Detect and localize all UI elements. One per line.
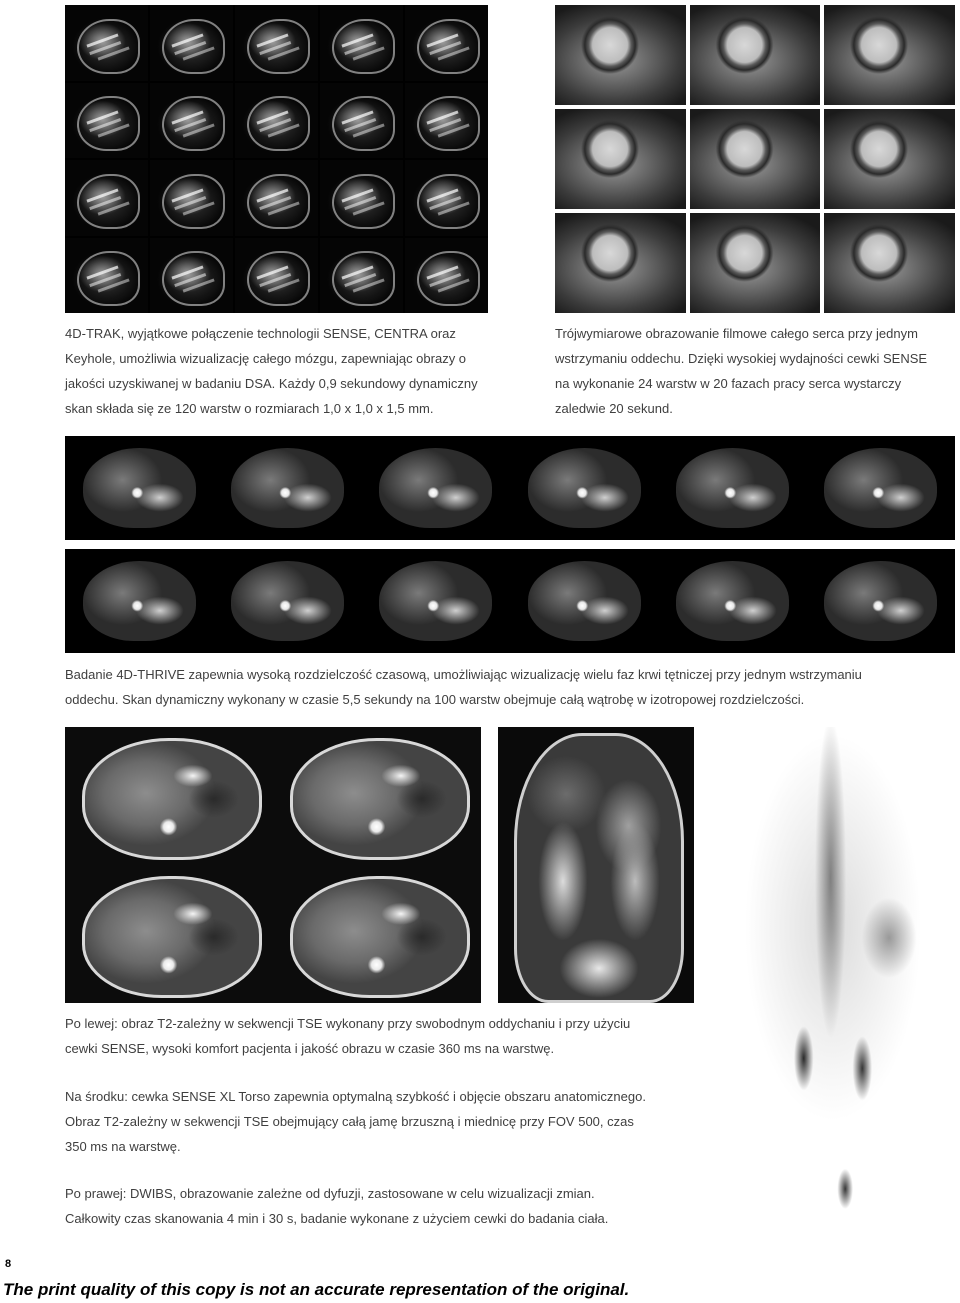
axial-scan-image: [273, 865, 481, 1003]
brain-scan-image: [65, 5, 148, 81]
heart-caption-line: Trójwymiarowe obrazowanie filmowe całego serca przy jednym: [555, 326, 918, 341]
cardiac-cine-image-grid: [555, 5, 955, 313]
dwibs-image: [711, 727, 955, 1229]
liver-scan-image: [362, 549, 510, 653]
center-caption-line: 350 ms na warstwę.: [65, 1139, 181, 1154]
center-image-caption: [65, 1084, 705, 1159]
right-image-caption: [65, 1181, 705, 1231]
cardiac-scan-image: [824, 5, 955, 105]
liver-scan-image: [658, 549, 806, 653]
brain-scan-image: [405, 160, 488, 236]
brain-scan-image: [320, 238, 403, 314]
liver-scan-image: [213, 549, 361, 653]
page-number: 8: [5, 1258, 12, 1270]
brain-scan-image: [405, 83, 488, 159]
coronal-t2-image: [498, 727, 694, 1003]
brain-scan-image: [235, 160, 318, 236]
liver-scan-image: [510, 436, 658, 540]
brain-scan-image: [65, 160, 148, 236]
right-caption-line: Całkowity czas skanowania 4 min i 30 s, badanie wykonane z użyciem cewki do badania ciała.: [65, 1211, 609, 1226]
liver-scan-image: [658, 436, 806, 540]
liver-scan-image: [807, 549, 955, 653]
liver-scan-image: [510, 549, 658, 653]
brain-caption: [65, 321, 525, 421]
brain-caption-line: Keyhole, umożliwia wizualizację całego mózgu, zapewniając obrazy o: [65, 351, 467, 366]
center-caption-line: Na środku: cewka SENSE XL Torso zapewnia optymalną szybkość i objęcie obszaru anatomicznego.: [65, 1089, 646, 1104]
brain-scan-image: [320, 5, 403, 81]
liver-caption-line: oddechu. Skan dynamiczny wykonany w czasie 5,5 sekundy na 100 warstw obejmuje całą wątrobę w izotropowej rozdzielczości.: [65, 692, 805, 707]
brain-scan-image: [235, 83, 318, 159]
heart-caption-line: wstrzymaniu oddechu. Dzięki wysokiej wydajności cewki SENSE: [555, 351, 928, 366]
axial-scan-image: [273, 727, 481, 865]
brain-scan-image: [235, 5, 318, 81]
brain-scan-image: [320, 83, 403, 159]
left-image-caption: [65, 1011, 705, 1061]
liver-scan-image: [362, 436, 510, 540]
heart-caption: [555, 321, 955, 421]
center-caption-line: Obraz T2-zależny w sekwencji TSE obejmujący całą jamę brzuszną i miednicę przy FOV 500, czas: [65, 1114, 634, 1129]
right-caption-line: Po prawej: DWIBS, obrazowanie zależne od dyfuzji, zastosowane w celu wizualizacji zmian.: [65, 1186, 595, 1201]
cardiac-scan-image: [690, 109, 821, 209]
liver-scan-image: [65, 436, 213, 540]
print-quality-disclaimer: The print quality of this copy is not an accurate representation of the original.: [3, 1280, 630, 1299]
cardiac-scan-image: [555, 5, 686, 105]
left-caption-line: Po lewej: obraz T2-zależny w sekwencji TSE wykonany przy swobodnym oddychaniu i przy użyciu: [65, 1016, 631, 1031]
coronal-body-outline: [514, 733, 685, 1003]
heart-caption-line: zaledwie 20 sekund.: [555, 401, 673, 416]
left-caption-line: cewki SENSE, wysoki komfort pacjenta i jakość obrazu w czasie 360 ms na warstwę.: [65, 1041, 555, 1056]
cardiac-scan-image: [690, 5, 821, 105]
brain-caption-line: 4D-TRAK, wyjątkowe połączenie technologii SENSE, CENTRA oraz: [65, 326, 456, 341]
liver-scan-image: [807, 436, 955, 540]
cardiac-scan-image: [555, 109, 686, 209]
brain-caption-line: skan składa się ze 120 warstw o rozmiarach 1,0 x 1,0 x 1,5 mm.: [65, 401, 434, 416]
brain-scan-image: [150, 238, 233, 314]
axial-scan-image: [65, 865, 273, 1003]
brain-scan-image: [235, 238, 318, 314]
cardiac-scan-image: [690, 213, 821, 313]
axial-t2-image-grid: [65, 727, 481, 1003]
brain-caption-line: jakości uzyskiwanej w badaniu DSA. Każdy 0,9 sekundowy dynamiczny: [65, 376, 478, 391]
liver-dynamic-image-strip: [65, 436, 955, 540]
brain-scan-image: [320, 160, 403, 236]
cardiac-scan-image: [555, 213, 686, 313]
liver-scan-image: [65, 549, 213, 653]
brain-scan-image: [405, 5, 488, 81]
brain-scan-image: [405, 238, 488, 314]
cardiac-scan-image: [824, 109, 955, 209]
brain-scan-image: [65, 83, 148, 159]
liver-scan-image: [213, 436, 361, 540]
heart-caption-line: na wykonanie 24 warstw w 20 fazach pracy serca wystarczy: [555, 376, 902, 391]
brain-scan-image: [150, 83, 233, 159]
brain-angiography-image-grid: [65, 5, 488, 313]
liver-caption: [65, 662, 955, 712]
liver-caption-line: Badanie 4D-THRIVE zapewnia wysoką rozdzielczość czasową, umożliwiając wizualizację wielu faz krwi tętniczej przy jednym wstrzymaniu: [65, 667, 862, 682]
brain-scan-image: [150, 160, 233, 236]
brain-scan-image: [150, 5, 233, 81]
liver-dynamic-image-strip: [65, 549, 955, 653]
brain-scan-image: [65, 238, 148, 314]
cardiac-scan-image: [824, 213, 955, 313]
axial-scan-image: [65, 727, 273, 865]
